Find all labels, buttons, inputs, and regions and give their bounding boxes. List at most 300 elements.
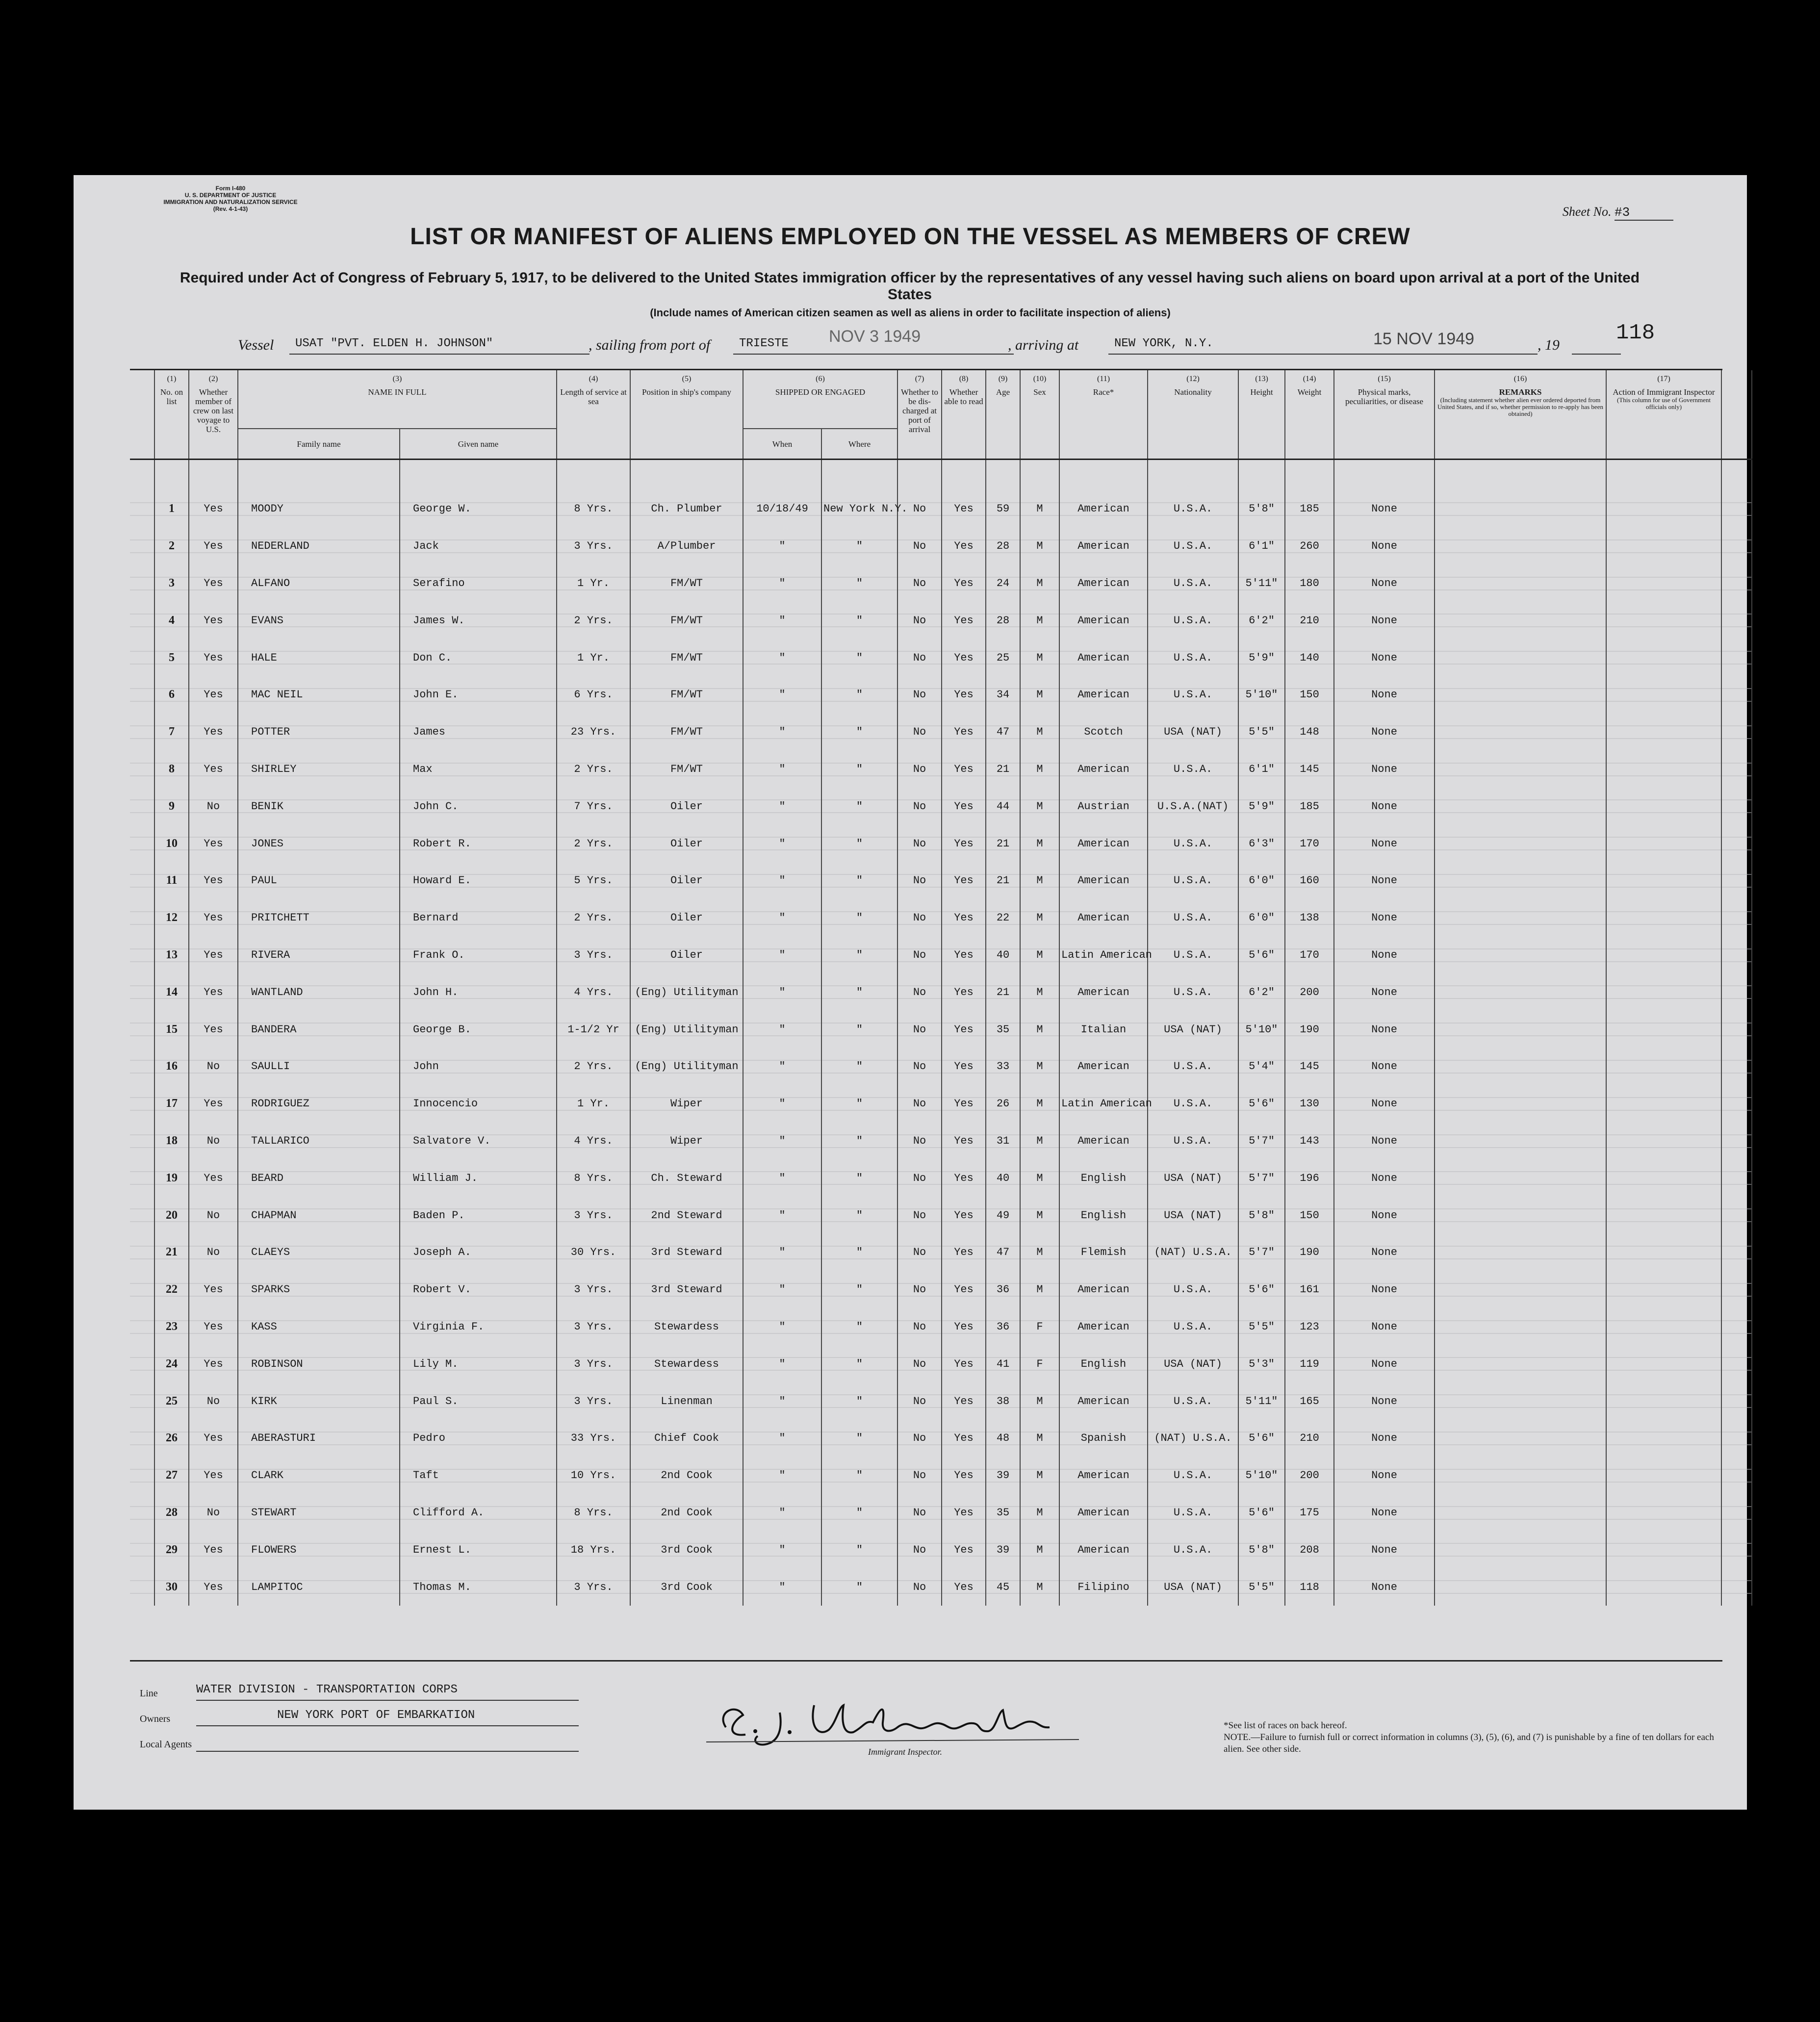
header-spacer bbox=[130, 460, 1752, 491]
given-name: George W. bbox=[400, 490, 557, 528]
position: FM/WT bbox=[630, 714, 743, 751]
given-name: Salvatore V. bbox=[400, 1123, 557, 1160]
agents-value bbox=[196, 1734, 579, 1752]
sailing-port: TRIESTE bbox=[733, 337, 1014, 355]
sex: M bbox=[1020, 937, 1059, 974]
shipped-where: " bbox=[821, 899, 897, 937]
given-name: Lily M. bbox=[400, 1345, 557, 1382]
margin-cell-right bbox=[1721, 1197, 1752, 1234]
position: Wiper bbox=[630, 1123, 743, 1160]
header-row bbox=[130, 370, 1752, 429]
discharged: No bbox=[897, 973, 942, 1011]
margin-cell bbox=[130, 528, 154, 565]
margin-cell bbox=[130, 714, 154, 751]
margin-cell-right bbox=[1721, 1420, 1752, 1457]
race: American bbox=[1059, 1457, 1148, 1494]
crew-row bbox=[130, 862, 1752, 899]
height: 5'7" bbox=[1238, 1123, 1285, 1160]
shipped-when: " bbox=[743, 1345, 821, 1382]
margin-cell bbox=[130, 1308, 154, 1346]
race: English bbox=[1059, 1159, 1148, 1197]
position: FM/WT bbox=[630, 602, 743, 639]
weight: 185 bbox=[1285, 788, 1334, 825]
shipped-where: " bbox=[821, 788, 897, 825]
height: 5'4" bbox=[1238, 1048, 1285, 1085]
row-number: 27 bbox=[154, 1457, 189, 1494]
service-length: 10 Yrs. bbox=[557, 1457, 630, 1494]
nationality: U.S.A. bbox=[1148, 639, 1238, 676]
remarks bbox=[1435, 751, 1606, 788]
position: Stewardess bbox=[630, 1308, 743, 1346]
sex: M bbox=[1020, 1382, 1059, 1420]
age: 33 bbox=[986, 1048, 1020, 1085]
shipped-when: " bbox=[743, 602, 821, 639]
race: English bbox=[1059, 1197, 1148, 1234]
weight: 175 bbox=[1285, 1494, 1334, 1532]
crew-row bbox=[130, 1197, 1752, 1234]
discharged: No bbox=[897, 639, 942, 676]
able-to-read: Yes bbox=[942, 937, 986, 974]
inspector-action bbox=[1606, 1234, 1721, 1271]
discharged: No bbox=[897, 602, 942, 639]
form-revision: (Rev. 4-1-43) bbox=[213, 205, 248, 212]
crew-row bbox=[130, 1457, 1752, 1494]
remarks bbox=[1435, 565, 1606, 602]
sex: M bbox=[1020, 1159, 1059, 1197]
given-name: Joseph A. bbox=[400, 1234, 557, 1271]
discharged: No bbox=[897, 714, 942, 751]
col-position-header: (5) Position in ship's company bbox=[630, 370, 743, 460]
position: 2nd Steward bbox=[630, 1197, 743, 1234]
shipped-when: " bbox=[743, 714, 821, 751]
sheet-number bbox=[1563, 205, 1673, 221]
inspector-action bbox=[1606, 751, 1721, 788]
crew-row bbox=[130, 1420, 1752, 1457]
last-voyage: Yes bbox=[189, 973, 238, 1011]
race: American bbox=[1059, 1531, 1148, 1568]
height: 5'5" bbox=[1238, 714, 1285, 751]
last-voyage: Yes bbox=[189, 1420, 238, 1457]
nationality: U.S.A. bbox=[1148, 1048, 1238, 1085]
row-number: 14 bbox=[154, 973, 189, 1011]
sailing-date-stamp: NOV 3 1949 bbox=[829, 327, 921, 346]
family-name: RODRIGUEZ bbox=[238, 1085, 400, 1123]
shipped-where: " bbox=[821, 676, 897, 714]
crew-row bbox=[130, 1011, 1752, 1048]
margin-cell-right bbox=[1721, 899, 1752, 937]
crew-row bbox=[130, 751, 1752, 788]
age: 28 bbox=[986, 602, 1020, 639]
family-name: CHAPMAN bbox=[238, 1197, 400, 1234]
physical-marks: None bbox=[1334, 565, 1435, 602]
nationality: U.S.A. bbox=[1148, 1308, 1238, 1346]
inspector-action bbox=[1606, 528, 1721, 565]
crew-row bbox=[130, 565, 1752, 602]
physical-marks: None bbox=[1334, 1123, 1435, 1160]
physical-marks: None bbox=[1334, 528, 1435, 565]
crew-row bbox=[130, 1345, 1752, 1382]
race: American bbox=[1059, 899, 1148, 937]
row-number: 1 bbox=[154, 490, 189, 528]
physical-marks: None bbox=[1334, 1494, 1435, 1532]
crew-row bbox=[130, 1568, 1752, 1606]
inspector-signature bbox=[696, 1693, 1089, 1747]
age: 25 bbox=[986, 639, 1020, 676]
shipped-when: " bbox=[743, 1494, 821, 1532]
vessel-label: Vessel bbox=[238, 337, 274, 353]
margin-cell-right bbox=[1721, 676, 1752, 714]
margin-cell-right bbox=[1721, 862, 1752, 899]
discharged: No bbox=[897, 1234, 942, 1271]
margin-cell bbox=[130, 1568, 154, 1606]
given-name: Frank O. bbox=[400, 937, 557, 974]
family-name: WANTLAND bbox=[238, 973, 400, 1011]
height: 5'11" bbox=[1238, 565, 1285, 602]
given-name: Paul S. bbox=[400, 1382, 557, 1420]
family-name: BENIK bbox=[238, 788, 400, 825]
owners-label: Owners bbox=[140, 1714, 171, 1724]
given-name: Baden P. bbox=[400, 1197, 557, 1234]
given-name: John E. bbox=[400, 676, 557, 714]
family-name: KASS bbox=[238, 1308, 400, 1346]
age: 59 bbox=[986, 490, 1020, 528]
position: Oiler bbox=[630, 899, 743, 937]
nationality: (NAT) U.S.A. bbox=[1148, 1234, 1238, 1271]
row-number: 28 bbox=[154, 1494, 189, 1532]
remarks bbox=[1435, 1011, 1606, 1048]
manifest-sheet bbox=[74, 175, 1747, 1810]
margin-cell-right bbox=[1721, 751, 1752, 788]
age: 48 bbox=[986, 1420, 1020, 1457]
crew-row bbox=[130, 825, 1752, 862]
race: American bbox=[1059, 565, 1148, 602]
margin-cell bbox=[130, 1271, 154, 1308]
shipped-where: " bbox=[821, 825, 897, 862]
height: 6'0" bbox=[1238, 862, 1285, 899]
last-voyage: Yes bbox=[189, 825, 238, 862]
crew-table-frame bbox=[130, 369, 1722, 1662]
sex: M bbox=[1020, 1568, 1059, 1606]
age: 41 bbox=[986, 1345, 1020, 1382]
able-to-read: Yes bbox=[942, 1085, 986, 1123]
service-length: 8 Yrs. bbox=[557, 1494, 630, 1532]
last-voyage: No bbox=[189, 1234, 238, 1271]
remarks bbox=[1435, 714, 1606, 751]
inspector-action bbox=[1606, 1159, 1721, 1197]
service-length: 4 Yrs. bbox=[557, 973, 630, 1011]
margin-cell bbox=[130, 490, 154, 528]
line-label: Line bbox=[140, 1688, 158, 1699]
nationality: USA (NAT) bbox=[1148, 1568, 1238, 1606]
sex: M bbox=[1020, 714, 1059, 751]
position: (Eng) Utilityman bbox=[630, 1011, 743, 1048]
remarks bbox=[1435, 1159, 1606, 1197]
shipped-where: " bbox=[821, 1457, 897, 1494]
family-name: CLAEYS bbox=[238, 1234, 400, 1271]
remarks bbox=[1435, 788, 1606, 825]
discharged: No bbox=[897, 1494, 942, 1532]
margin-cell bbox=[130, 825, 154, 862]
shipped-where: " bbox=[821, 1011, 897, 1048]
margin-cell-right bbox=[1721, 1457, 1752, 1494]
height: 5'6" bbox=[1238, 937, 1285, 974]
position: (Eng) Utilityman bbox=[630, 973, 743, 1011]
service-length: 1 Yr. bbox=[557, 639, 630, 676]
inspector-action bbox=[1606, 565, 1721, 602]
position: FM/WT bbox=[630, 639, 743, 676]
col-remarks-header: (16) REMARKS (Including statement whether alien ever ordered deported from United States, and if so, whether permission to re-apply has been obtained) bbox=[1435, 370, 1606, 460]
col-given-name-header: Given name bbox=[400, 429, 557, 460]
position: Chief Cook bbox=[630, 1420, 743, 1457]
height: 5'5" bbox=[1238, 1308, 1285, 1346]
physical-marks: None bbox=[1334, 1308, 1435, 1346]
shipped-when: " bbox=[743, 1568, 821, 1606]
height: 5'6" bbox=[1238, 1085, 1285, 1123]
shipped-where: " bbox=[821, 862, 897, 899]
family-name: PAUL bbox=[238, 862, 400, 899]
nationality: U.S.A. bbox=[1148, 1457, 1238, 1494]
position: 2nd Cook bbox=[630, 1494, 743, 1532]
sex: M bbox=[1020, 825, 1059, 862]
physical-marks: None bbox=[1334, 1011, 1435, 1048]
discharged: No bbox=[897, 1345, 942, 1382]
signature-caption: Immigrant Inspector. bbox=[868, 1747, 942, 1757]
discharged: No bbox=[897, 788, 942, 825]
age: 21 bbox=[986, 825, 1020, 862]
family-name: CLARK bbox=[238, 1457, 400, 1494]
able-to-read: Yes bbox=[942, 788, 986, 825]
height: 5'7" bbox=[1238, 1234, 1285, 1271]
discharged: No bbox=[897, 1308, 942, 1346]
row-number: 29 bbox=[154, 1531, 189, 1568]
given-name: Robert R. bbox=[400, 825, 557, 862]
sex: M bbox=[1020, 1494, 1059, 1532]
inspector-action bbox=[1606, 1531, 1721, 1568]
service-length: 4 Yrs. bbox=[557, 1123, 630, 1160]
family-name: EVANS bbox=[238, 602, 400, 639]
margin-cell bbox=[130, 937, 154, 974]
sex: M bbox=[1020, 1234, 1059, 1271]
crew-row bbox=[130, 937, 1752, 974]
crew-row bbox=[130, 639, 1752, 676]
last-voyage: Yes bbox=[189, 676, 238, 714]
height: 5'9" bbox=[1238, 639, 1285, 676]
inspector-action bbox=[1606, 973, 1721, 1011]
sailing-label: , sailing from port of bbox=[589, 337, 711, 353]
age: 39 bbox=[986, 1531, 1020, 1568]
inspector-action bbox=[1606, 862, 1721, 899]
sex: M bbox=[1020, 1123, 1059, 1160]
weight: 150 bbox=[1285, 676, 1334, 714]
height: 5'8" bbox=[1238, 490, 1285, 528]
physical-marks: None bbox=[1334, 1197, 1435, 1234]
margin-cell bbox=[130, 1085, 154, 1123]
family-name: ROBINSON bbox=[238, 1345, 400, 1382]
service-length: 3 Yrs. bbox=[557, 937, 630, 974]
given-name: Taft bbox=[400, 1457, 557, 1494]
crew-row bbox=[130, 528, 1752, 565]
weight: 210 bbox=[1285, 1420, 1334, 1457]
margin-cell-right bbox=[1721, 1382, 1752, 1420]
age: 34 bbox=[986, 676, 1020, 714]
nationality: USA (NAT) bbox=[1148, 1345, 1238, 1382]
able-to-read: Yes bbox=[942, 899, 986, 937]
row-number: 11 bbox=[154, 862, 189, 899]
given-name: James bbox=[400, 714, 557, 751]
given-name: James W. bbox=[400, 602, 557, 639]
position: Ch. Plumber bbox=[630, 490, 743, 528]
inspector-action bbox=[1606, 1085, 1721, 1123]
discharged: No bbox=[897, 1197, 942, 1234]
row-number: 19 bbox=[154, 1159, 189, 1197]
margin-cell bbox=[130, 1420, 154, 1457]
given-name: William J. bbox=[400, 1159, 557, 1197]
given-name: John H. bbox=[400, 973, 557, 1011]
inspector-action bbox=[1606, 1308, 1721, 1346]
physical-marks: None bbox=[1334, 1568, 1435, 1606]
col-discharged-header: (7) Whether to be dis-charged at port of arrival bbox=[897, 370, 942, 460]
crew-row bbox=[130, 788, 1752, 825]
margin-cell-right bbox=[1721, 1159, 1752, 1197]
inspector-action bbox=[1606, 1457, 1721, 1494]
inspector-action bbox=[1606, 825, 1721, 862]
shipped-when: 10/18/49 bbox=[743, 490, 821, 528]
inspector-action bbox=[1606, 490, 1721, 528]
position: FM/WT bbox=[630, 676, 743, 714]
row-number: 7 bbox=[154, 714, 189, 751]
discharged: No bbox=[897, 1048, 942, 1085]
physical-marks: None bbox=[1334, 602, 1435, 639]
service-length: 1-1/2 Yr bbox=[557, 1011, 630, 1048]
nationality: U.S.A. bbox=[1148, 1494, 1238, 1532]
col-age-header: (9) Age bbox=[986, 370, 1020, 460]
margin-cell-right bbox=[1721, 1123, 1752, 1160]
able-to-read: Yes bbox=[942, 1048, 986, 1085]
last-voyage: Yes bbox=[189, 1531, 238, 1568]
shipped-when: " bbox=[743, 1308, 821, 1346]
year-line bbox=[1572, 337, 1621, 355]
shipped-where: " bbox=[821, 973, 897, 1011]
page-title: LIST OR MANIFEST OF ALIENS EMPLOYED ON THE VESSEL AS MEMBERS OF CREW bbox=[410, 224, 1410, 250]
service-length: 3 Yrs. bbox=[557, 1568, 630, 1606]
col-name-header: (3) NAME IN FULL bbox=[238, 370, 557, 429]
margin-cell bbox=[130, 1159, 154, 1197]
physical-marks: None bbox=[1334, 899, 1435, 937]
age: 36 bbox=[986, 1308, 1020, 1346]
margin-cell-right bbox=[1721, 639, 1752, 676]
shipped-where: " bbox=[821, 1568, 897, 1606]
crew-row bbox=[130, 714, 1752, 751]
family-name: ABERASTURI bbox=[238, 1420, 400, 1457]
margin-cell bbox=[130, 565, 154, 602]
given-name: Virginia F. bbox=[400, 1308, 557, 1346]
discharged: No bbox=[897, 676, 942, 714]
margin-cell-right bbox=[1721, 788, 1752, 825]
position: Oiler bbox=[630, 788, 743, 825]
margin-cell-right bbox=[1721, 937, 1752, 974]
shipped-when: " bbox=[743, 973, 821, 1011]
able-to-read: Yes bbox=[942, 602, 986, 639]
race: American bbox=[1059, 639, 1148, 676]
service-length: 3 Yrs. bbox=[557, 1345, 630, 1382]
service-length: 30 Yrs. bbox=[557, 1234, 630, 1271]
remarks bbox=[1435, 1123, 1606, 1160]
race: Austrian bbox=[1059, 788, 1148, 825]
able-to-read: Yes bbox=[942, 528, 986, 565]
shipped-when: " bbox=[743, 1382, 821, 1420]
nationality: U.S.A. bbox=[1148, 490, 1238, 528]
shipped-where: " bbox=[821, 1271, 897, 1308]
shipped-where: New York N.Y. bbox=[821, 490, 897, 528]
year-label: , 19 bbox=[1538, 337, 1560, 353]
position: 2nd Cook bbox=[630, 1457, 743, 1494]
last-voyage: Yes bbox=[189, 899, 238, 937]
discharged: No bbox=[897, 1011, 942, 1048]
margin-cell bbox=[130, 1494, 154, 1532]
race: Latin American bbox=[1059, 937, 1148, 974]
last-voyage: Yes bbox=[189, 862, 238, 899]
nationality: U.S.A. bbox=[1148, 973, 1238, 1011]
crew-manifest-table bbox=[130, 370, 1752, 1606]
able-to-read: Yes bbox=[942, 1197, 986, 1234]
able-to-read: Yes bbox=[942, 1308, 986, 1346]
position: 3rd Steward bbox=[630, 1234, 743, 1271]
age: 22 bbox=[986, 899, 1020, 937]
race: American bbox=[1059, 1494, 1148, 1532]
remarks bbox=[1435, 937, 1606, 974]
service-length: 8 Yrs. bbox=[557, 1159, 630, 1197]
last-voyage: Yes bbox=[189, 937, 238, 974]
margin-cell-right bbox=[1721, 1011, 1752, 1048]
nationality: U.S.A. bbox=[1148, 1531, 1238, 1568]
nationality: U.S.A.(NAT) bbox=[1148, 788, 1238, 825]
inspector-action bbox=[1606, 676, 1721, 714]
family-name: MAC NEIL bbox=[238, 676, 400, 714]
margin-col-right bbox=[1721, 370, 1752, 460]
discharged: No bbox=[897, 751, 942, 788]
remarks bbox=[1435, 1382, 1606, 1420]
sex: M bbox=[1020, 1531, 1059, 1568]
margin-cell-right bbox=[1721, 973, 1752, 1011]
discharged: No bbox=[897, 1420, 942, 1457]
height: 5'6" bbox=[1238, 1271, 1285, 1308]
sex: M bbox=[1020, 1048, 1059, 1085]
given-name: John bbox=[400, 1048, 557, 1085]
races-note: *See list of races on back hereof. bbox=[1224, 1720, 1347, 1731]
remarks bbox=[1435, 899, 1606, 937]
position: A/Plumber bbox=[630, 528, 743, 565]
weight: 160 bbox=[1285, 862, 1334, 899]
physical-marks: None bbox=[1334, 788, 1435, 825]
family-name: MOODY bbox=[238, 490, 400, 528]
discharged: No bbox=[897, 825, 942, 862]
height: 5'3" bbox=[1238, 1345, 1285, 1382]
shipped-when: " bbox=[743, 1048, 821, 1085]
shipped-where: " bbox=[821, 639, 897, 676]
shipped-where: " bbox=[821, 1048, 897, 1085]
row-number: 6 bbox=[154, 676, 189, 714]
height: 6'3" bbox=[1238, 825, 1285, 862]
margin-cell-right bbox=[1721, 528, 1752, 565]
last-voyage: Yes bbox=[189, 1159, 238, 1197]
age: 31 bbox=[986, 1123, 1020, 1160]
shipped-where: " bbox=[821, 937, 897, 974]
given-name: Jack bbox=[400, 528, 557, 565]
nationality: (NAT) U.S.A. bbox=[1148, 1420, 1238, 1457]
able-to-read: Yes bbox=[942, 1234, 986, 1271]
race: American bbox=[1059, 528, 1148, 565]
sheet-number-label: Sheet No. bbox=[1562, 205, 1612, 219]
